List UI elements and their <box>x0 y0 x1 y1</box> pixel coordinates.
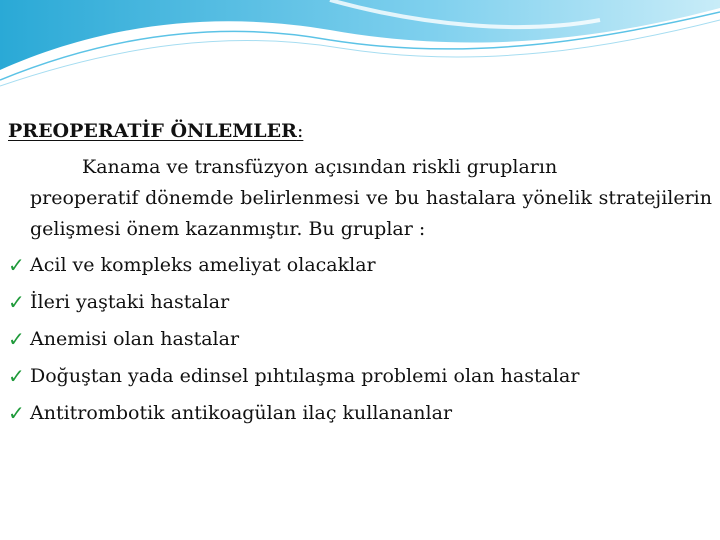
list-item-label: Acil ve kompleks ameliyat olacaklar <box>30 254 376 276</box>
heading-text: PREOPERATİF ÖNLEMLER <box>8 120 297 142</box>
list-item <box>8 321 712 358</box>
checkmark-icon: ✓ <box>8 290 25 314</box>
slide-content <box>8 118 712 432</box>
list-item <box>8 395 712 432</box>
list-item-label: Doğuştan yada edinsel pıhtılaşma problemi olan hastalar <box>30 365 580 387</box>
intro-paragraph-rest: preoperatif dönemde belirlenmesi ve bu hastalara yönelik stratejilerin gelişmesi önem kazanmıştır. Bu gruplar : <box>30 187 712 240</box>
list-item-label: Antitrombotik antikoagülan ilaç kullananlar <box>30 402 453 424</box>
list-item <box>8 284 712 321</box>
list-item-label: İleri yaştaki hastalar <box>30 291 230 313</box>
risk-group-list <box>8 247 712 432</box>
heading-colon: : <box>296 120 304 142</box>
list-item <box>8 247 712 284</box>
list-item <box>8 358 712 395</box>
slide-heading <box>8 118 712 144</box>
intro-paragraph <box>8 152 712 245</box>
header-wave-decoration <box>0 0 720 90</box>
intro-paragraph-first-line: Kanama ve transfüzyon açısından riskli grupların <box>82 156 558 178</box>
checkmark-icon: ✓ <box>8 327 25 351</box>
checkmark-icon: ✓ <box>8 401 25 425</box>
checkmark-icon: ✓ <box>8 364 25 388</box>
checkmark-icon: ✓ <box>8 253 25 277</box>
list-item-label: Anemisi olan hastalar <box>30 328 240 350</box>
